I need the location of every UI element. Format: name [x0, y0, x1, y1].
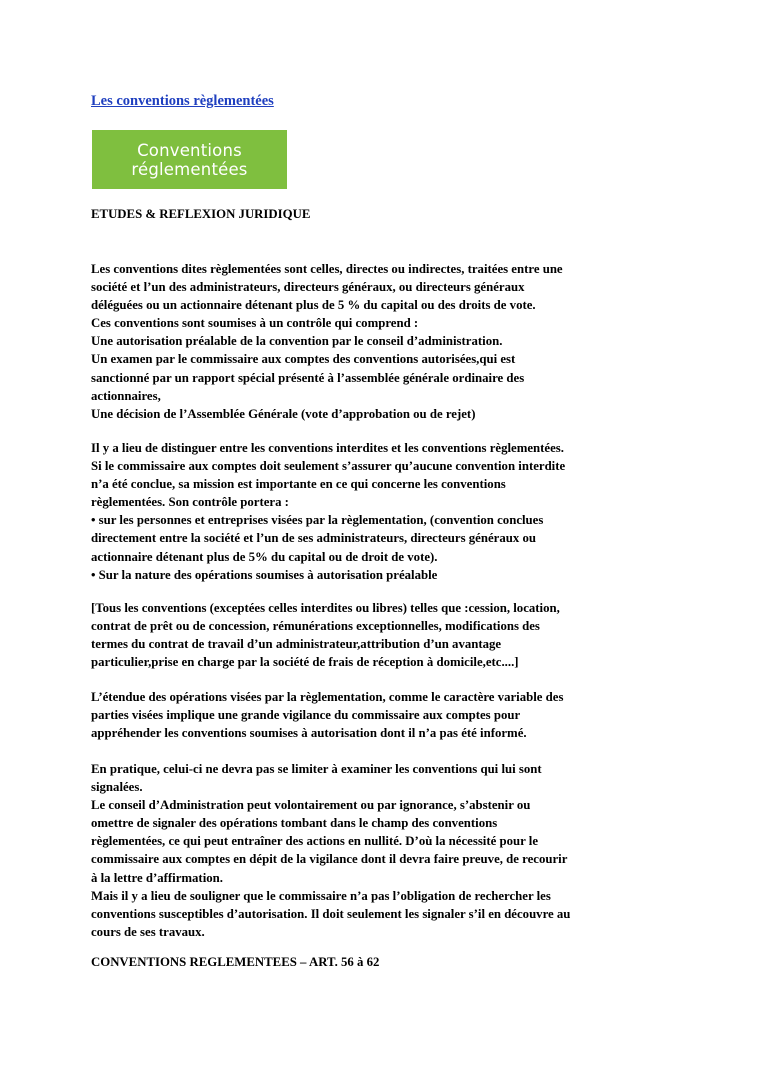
text-line: Une décision de l’Assemblée Générale (vote d’approbation ou de rejet)	[91, 406, 476, 421]
text-line: Un examen par le commissaire aux comptes des conventions autorisées,qui est	[91, 352, 516, 367]
text-line: contrat de prêt ou de concession, rémunérations exceptionnelles, modifications des	[91, 619, 540, 634]
text-line: n’a été conclue, sa mission est importante en ce qui concerne les conventions	[91, 477, 506, 492]
text-line: termes du contrat de travail d’un administrateur,attribution d’un avantage	[91, 637, 502, 652]
text-line: règlementées, ce qui peut entraîner des actions en nullité. D’où la nécessité pour le	[91, 834, 539, 849]
text-line: parties visées implique une grande vigilance du commissaire aux comptes pour	[91, 708, 521, 723]
logo-line-2: réglementées	[131, 159, 248, 179]
text-line: signalées.	[91, 780, 143, 795]
text-line: règlementées. Son contrôle portera :	[91, 495, 289, 510]
text-line: Le conseil d’Administration peut volontairement ou par ignorance, s’abstenir ou	[91, 798, 531, 813]
text-line: appréhender les conventions soumises à autorisation dont il n’a pas été informé.	[91, 726, 527, 741]
text-line: actionnaires,	[91, 388, 161, 403]
conventions-logo	[92, 130, 287, 189]
text-line: commissaire aux comptes en dépit de la vigilance dont il devra faire preuve, de recourir	[91, 852, 568, 867]
bullet-line: • sur les personnes et entreprises visées par la règlementation, (convention conclues	[91, 513, 544, 528]
title-link[interactable]: Les conventions règlementées	[91, 93, 274, 109]
text-line: actionnaire détenant plus de 5% du capital ou de droit de vote).	[91, 549, 438, 564]
section-heading-articles: CONVENTIONS REGLEMENTEES – ART. 56 à 62	[91, 955, 380, 969]
text-line: En pratique, celui-ci ne devra pas se limiter à examiner les conventions qui lui sont	[91, 762, 542, 776]
section-heading: ETUDES & REFLEXION JURIDIQUE	[91, 207, 311, 221]
logo-line-1: Conventions	[137, 140, 242, 160]
bullet-line: • Sur la nature des opérations soumises à autorisation préalable	[91, 567, 438, 582]
text-line: Si le commissaire aux comptes doit seulement s’assurer qu’aucune convention interdite	[91, 459, 566, 474]
text-line: particulier,prise en charge par la société de frais de réception à domicile,etc....]	[91, 655, 519, 670]
text-line: cours de ses travaux.	[91, 924, 205, 939]
text-line: déléguées ou un actionnaire détenant plus de 5 % du capital ou des droits de vote.	[91, 298, 536, 313]
paragraph-scope	[91, 688, 691, 742]
paragraph-examples	[91, 599, 691, 671]
text-line: conventions susceptibles d’autorisation. Il doit seulement les signaler s’il en découvre au	[91, 906, 571, 921]
text-line: à la lettre d’affirmation.	[91, 870, 223, 885]
text-line: Une autorisation préalable de la convention par le conseil d’administration.	[91, 334, 503, 349]
text-line: Mais il y a lieu de souligner que le commissaire n’a pas l’obligation de rechercher les	[91, 888, 551, 903]
text-line: sanctionné par un rapport spécial présenté à l’assemblée générale ordinaire des	[91, 370, 525, 385]
text-line: omettre de signaler des opérations tombant dans le champ des conventions	[91, 816, 498, 831]
text-line: Il y a lieu de distinguer entre les conventions interdites et les conventions règlementées.	[91, 441, 564, 455]
paragraph-definition	[91, 260, 691, 423]
text-line: directement entre la société et l’un de ses administrateurs, directeurs généraux ou	[91, 531, 536, 546]
text-line: Ces conventions sont soumises à un contrôle qui comprend :	[91, 316, 419, 331]
text-line: L’étendue des opérations visées par la règlementation, comme le caractère variable des	[91, 690, 564, 704]
text-line: [Tous les conventions (exceptées celles interdites ou libres) telles que :cession, location,	[91, 601, 560, 615]
paragraph-practice	[91, 760, 691, 941]
text-line: Les conventions dites règlementées sont celles, directes ou indirectes, traitées entre une	[91, 262, 563, 276]
paragraph-distinction	[91, 439, 691, 584]
text-line: société et l’un des administrateurs, directeurs généraux, ou directeurs généraux	[91, 280, 525, 295]
